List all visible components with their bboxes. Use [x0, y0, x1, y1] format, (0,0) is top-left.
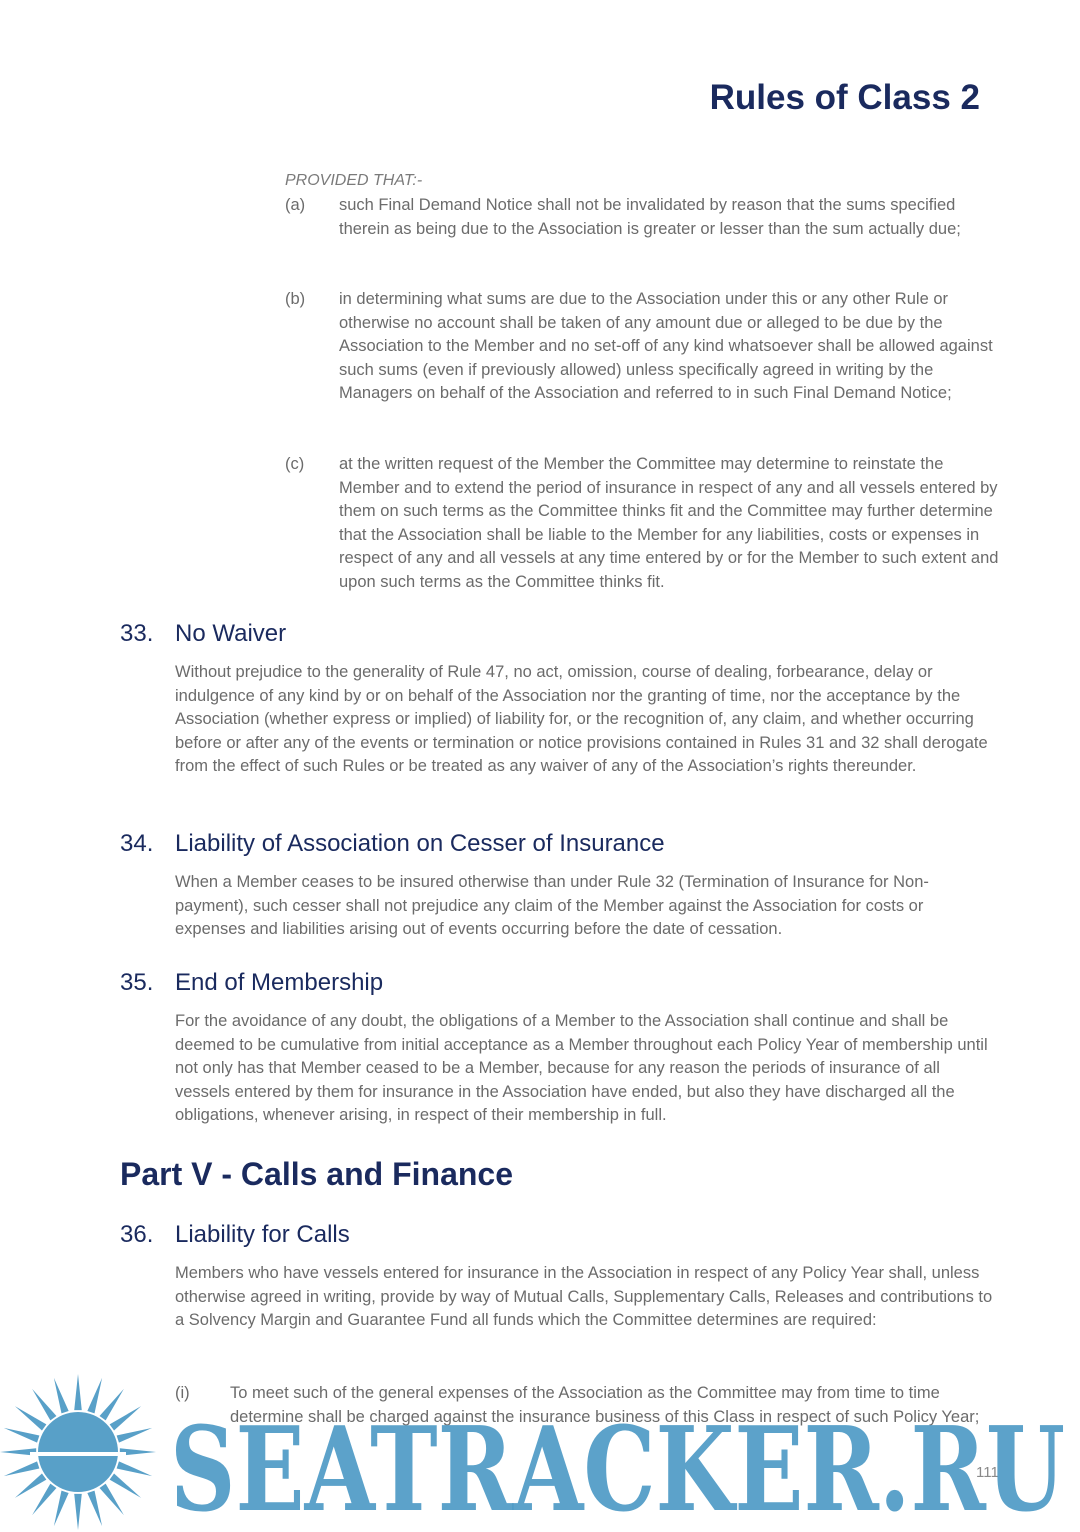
- rule-number: 34.: [120, 830, 154, 857]
- rule-35-heading: [120, 969, 383, 997]
- part-title: Part V - Calls and Finance: [120, 1156, 513, 1192]
- rule-title: Liability of Association on Cesser of Insurance: [175, 830, 665, 857]
- page-title: Rules of Class 2: [709, 78, 980, 117]
- sun-ray: [100, 1389, 124, 1420]
- sun-ray: [15, 1474, 46, 1498]
- provided-that-label: PROVIDED THAT:-: [285, 172, 423, 189]
- page-number: 111: [976, 1464, 999, 1481]
- sub-item-text: at the written request of the Member the Committee may determine to reinstate the Member and to extend the period of insurance in respect of any and all vessels entered by them on such terms as the Committee thinks fit and the Committee may further determine that the Association shall be liable to the Member for any liabilities, costs or expenses in respect of any and all vessels at any time entered by or for the Member to such extent and upon such terms as the Committee thinks fit.: [339, 455, 999, 591]
- sub-item-number: (b): [285, 290, 306, 308]
- rule-33-heading: [120, 620, 286, 648]
- sub-item-text: in determining what sums are due to the Association under this or any other Rule or otherwise no account shall be taken of any amount due or alleged to be due by the Association to the Member and no set-off of any kind whatsoever shall be allowed against such sums (even if previously allowed) unless specifically agreed in writing by the Managers on behalf of the Association and referred to in such Final Demand Notice;: [339, 290, 993, 403]
- sun-ray: [110, 1474, 141, 1498]
- rule-title: Liability for Calls: [175, 1221, 350, 1248]
- sub-item-number: (c): [285, 455, 305, 473]
- sun-ray: [110, 1406, 141, 1430]
- sun-ray: [15, 1406, 46, 1430]
- sun-logo-icon: [0, 1374, 156, 1530]
- sub-item-text: To meet such of the general expenses of the Association as the Committee may from time to time determine shall be charged against the insurance business of this Class in respect of such Policy Year;: [230, 1384, 980, 1426]
- rule-34-heading: [120, 830, 665, 858]
- rule-title: End of Membership: [175, 969, 384, 996]
- rule-title: No Waiver: [175, 620, 287, 647]
- watermark-text: SEATRACKER.RU: [170, 1402, 1065, 1532]
- rule-33-body: Without prejudice to the generality of Rule 47, no act, omission, course of dealing, forbearance, delay or indulgence of any kind by or on behalf of the Association nor the granting of time, nor the acceptance by the Association (whether express or implied) of liability for, or the recognition of, any claim, and whether occurring before or after any of the events or termination or notice provisions contained in Rules 31 and 32 shall derogate from the effect of such Rules or be treated as any waiver of any of the Association’s rights thereunder.: [175, 663, 988, 776]
- rule-number: 35.: [120, 969, 154, 996]
- sun-ray: [54, 1491, 69, 1527]
- sun-ray: [87, 1491, 102, 1527]
- sun-ray: [74, 1374, 82, 1410]
- sun-ray: [117, 1461, 153, 1476]
- rule-number: 33.: [120, 620, 154, 647]
- watermark: [0, 1370, 1080, 1532]
- rule-34-body: When a Member ceases to be insured otherwise than under Rule 32 (Termination of Insurance for Non-payment), such cesser shall not prejudice any claim of the Member against the Association for costs or expenses and liabilities arising out of events occurring before the date of cessation.: [175, 873, 929, 939]
- rule-number: 36.: [120, 1221, 154, 1248]
- rule-35-body: For the avoidance of any doubt, the obligations of a Member to the Association shall continue and shall be deemed to be cumulative from initial acceptance as a Member throughout each Policy Year of membership until not only has that Member ceased to be a Member, because for any reason the periods of insurance of all vessels entered by them for insurance in the Association have ended, but also they have discharged all the obligations, whenever arising, in respect of their membership in full.: [175, 1012, 988, 1125]
- sub-item-text: such Final Demand Notice shall not be invalidated by reason that the sums specified therein as being due to the Association is greater or lesser than the sum actually due;: [339, 196, 961, 238]
- sun-ray: [100, 1484, 124, 1515]
- rule-36-heading: [120, 1221, 350, 1249]
- sun-ray: [87, 1378, 102, 1414]
- sub-item-number: (i): [175, 1384, 190, 1402]
- sun-ray: [32, 1484, 56, 1515]
- sun-ray: [117, 1428, 153, 1443]
- sun-ray: [4, 1428, 40, 1443]
- sun-ray: [54, 1378, 69, 1414]
- sun-ray: [32, 1389, 56, 1420]
- sun-ray: [4, 1461, 40, 1476]
- sub-item-number: (a): [285, 196, 306, 214]
- rule-36-body: Members who have vessels entered for insurance in the Association in respect of any Policy Year shall, unless otherwise agreed in writing, provide by way of Mutual Calls, Supplementary Calls, Releases and contributions to a Solvency Margin and Guarantee Fund all funds which the Committee determines are required:: [175, 1264, 993, 1330]
- sun-ray: [74, 1494, 82, 1530]
